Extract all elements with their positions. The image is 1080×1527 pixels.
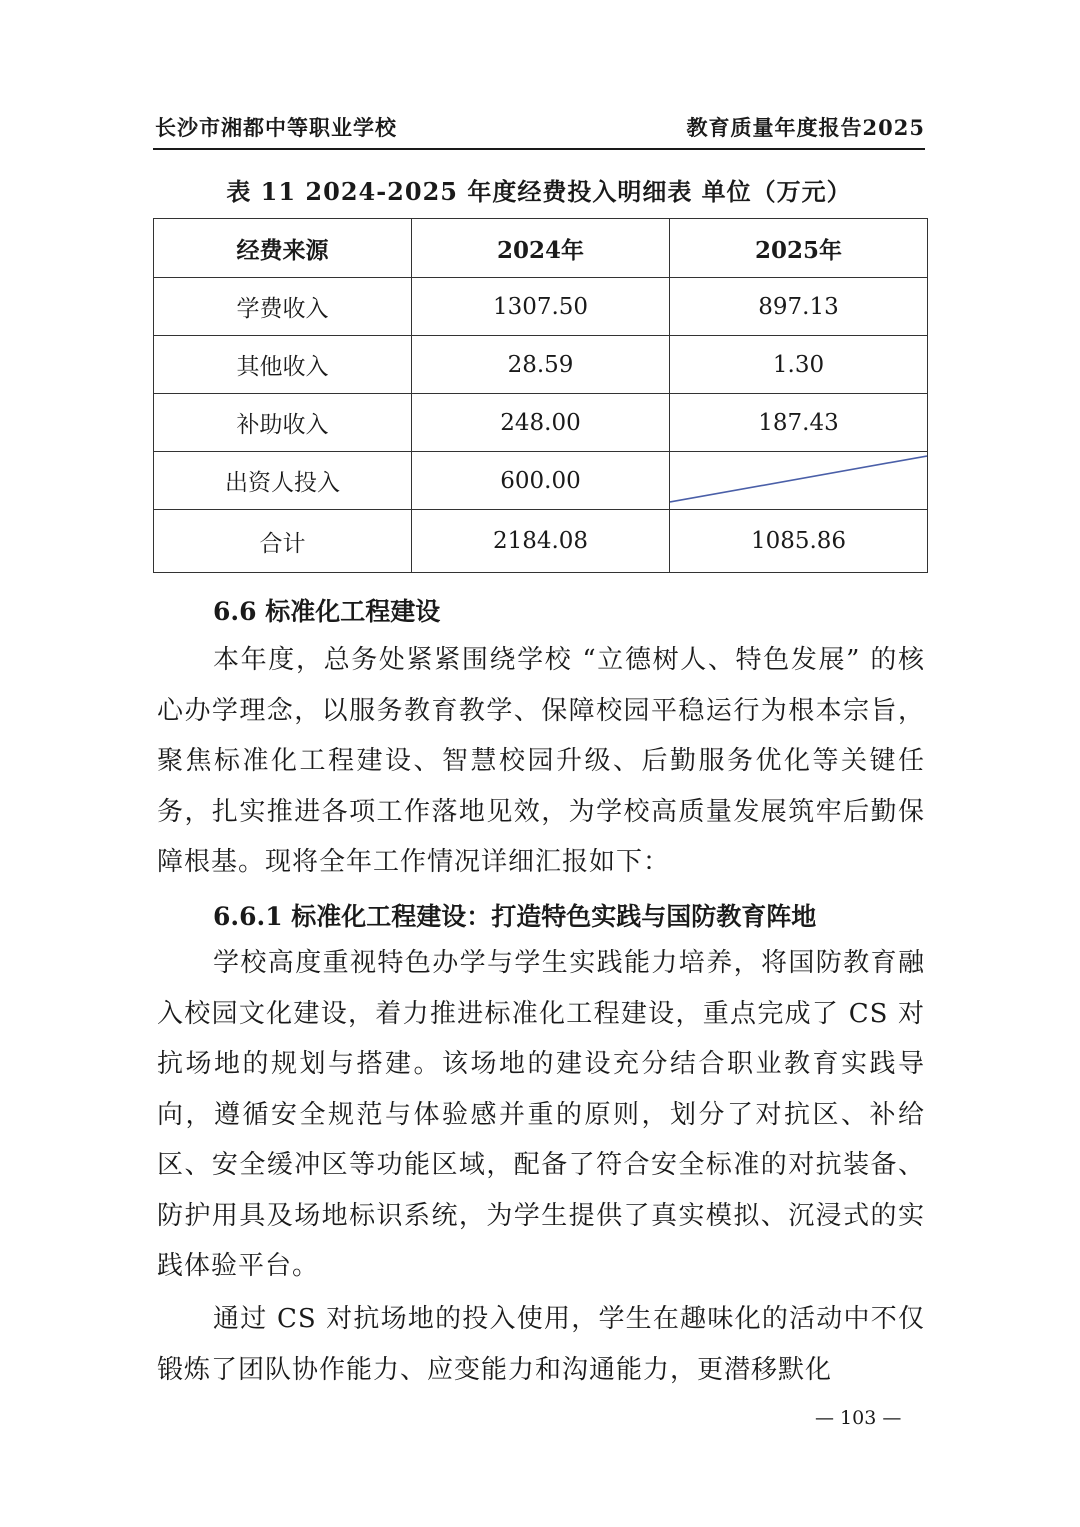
- header-2025: 2025年: [670, 219, 928, 278]
- report-title: 教育质量年度报告2025: [686, 115, 925, 140]
- row-source: 出资人投入: [154, 452, 412, 510]
- row-2024: 28.59: [412, 336, 670, 394]
- header-source: 经费来源: [154, 219, 412, 278]
- section-6-6-1-paragraph-1: 学校高度重视特色办学与学生实践能力培养，将国防教育融入校园文化建设，着力推进标准化工程建设，重点完成了 CS 对抗场地的规划与搭建。该场地的建设充分结合职业教育实践导向，遵循安全规范与体验感并重的原则，划分了对抗区、补给区、安全缓冲区等功能区域，配备了符合安全标准的对抗装备、防护用具及场地标识系统，为学生提供了真实模拟、沉浸式的实践体验平台。: [157, 948, 925, 1281]
- diagonal-line: [670, 452, 927, 509]
- row-2024: 600.00: [412, 452, 670, 510]
- total-label: 合计: [154, 510, 412, 573]
- funding-table: [153, 218, 928, 573]
- section-heading-6-6-1: 6.6.1 标准化工程建设：打造特色实践与国防教育阵地: [213, 902, 817, 931]
- school-name: 长沙市湘都中等职业学校: [155, 115, 397, 140]
- total-2025: 1085.86: [670, 510, 928, 573]
- table-header-row: [154, 219, 928, 278]
- row-2024: 248.00: [412, 394, 670, 452]
- table-total-row: [154, 510, 928, 573]
- page-header: [153, 108, 925, 150]
- table-caption: 表 11 2024-2025 年度经费投入明细表 单位（万元）: [226, 177, 852, 206]
- table-row: [154, 394, 928, 452]
- section-6-6-1-paragraph-2: 通过 CS 对抗场地的投入使用，学生在趣味化的活动中不仅锻炼了团队协作能力、应变能力和沟通能力，更潜移默化: [157, 1304, 925, 1385]
- total-2024: 2184.08: [412, 510, 670, 573]
- row-source: 其他收入: [154, 336, 412, 394]
- section-heading-6-6: 6.6 标准化工程建设: [213, 597, 441, 626]
- row-2025: 187.43: [670, 394, 928, 452]
- table-row: [154, 452, 928, 510]
- row-2024: 1307.50: [412, 278, 670, 336]
- row-2025: 1.30: [670, 336, 928, 394]
- header-2024: 2024年: [412, 219, 670, 278]
- row-2025: 897.13: [670, 278, 928, 336]
- page-number: — 103 —: [815, 1407, 902, 1429]
- row-source: 补助收入: [154, 394, 412, 452]
- section-6-6-paragraph: 本年度，总务处紧紧围绕学校 “立德树人、特色发展” 的核心办学理念，以服务教育教学、保障校园平稳运行为根本宗旨，聚焦标准化工程建设、智慧校园升级、后勤服务优化等关键任务，扎实推进各项工作落地见效，为学校高质量发展筑牢后勤保障根基。现将全年工作情况详细汇报如下：: [157, 645, 925, 877]
- empty-cell-diagonal: [670, 452, 928, 510]
- table-row: [154, 278, 928, 336]
- row-source: 学费收入: [154, 278, 412, 336]
- table-row: [154, 336, 928, 394]
